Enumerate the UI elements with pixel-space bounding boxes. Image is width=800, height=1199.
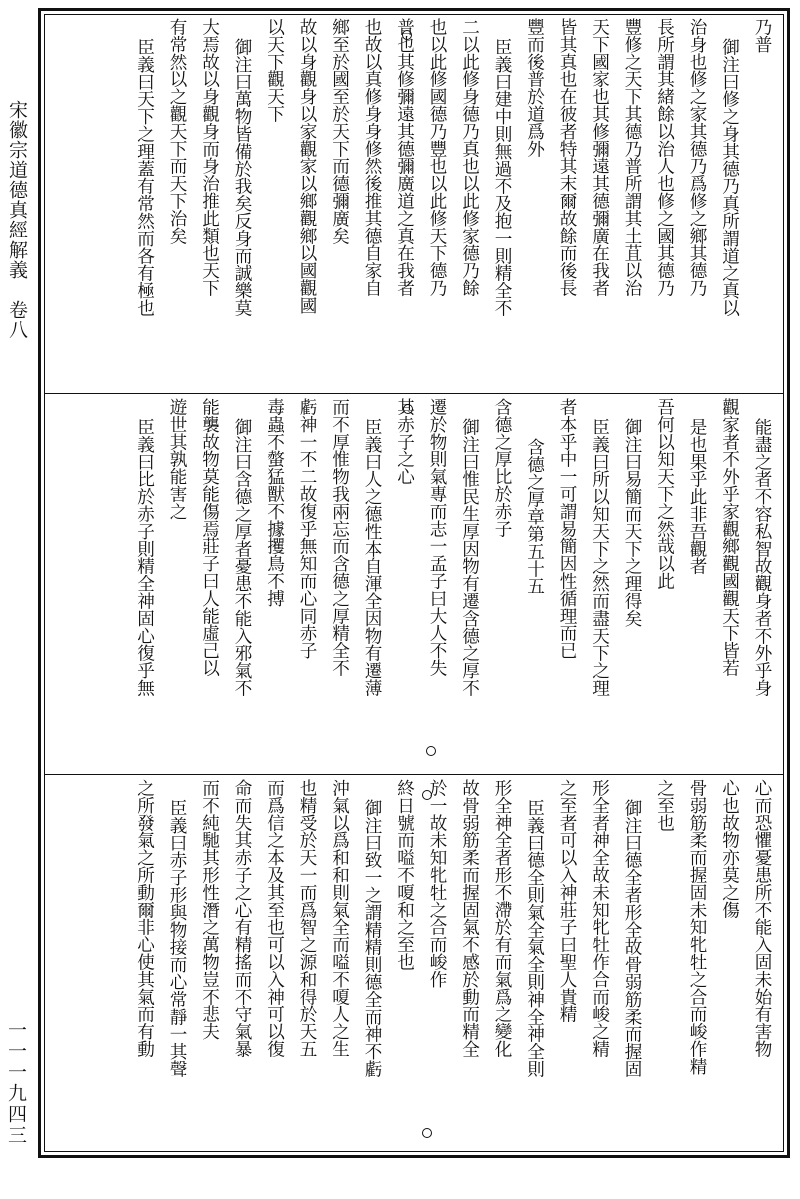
text-column: 豐修之天下其德乃普所謂其土苴以治 xyxy=(622,18,642,297)
text-column: 觀家者不外乎家觀鄉觀國觀天下皆若 xyxy=(719,398,740,677)
text-column: 臣義曰建中則無過不及抱一則精全不 xyxy=(492,38,512,317)
text-column: 也精受於天一而爲智之源和得於天五 xyxy=(297,779,317,1058)
text-column: 臣義曰赤子形與物接而心常靜一其聲 xyxy=(167,799,187,1078)
page-number: 一一一九四三 xyxy=(5,1020,27,1146)
text-column: 皆其真也在彼者特其末爾故餘而後長 xyxy=(557,18,577,297)
text-column: 而不厚惟物我兩忘而含德之厚精全不 xyxy=(329,398,350,677)
text-column: 臣義曰人之德性本自渾全因物有遷薄 xyxy=(362,418,382,697)
punctuation-circle-mark xyxy=(422,790,432,800)
text-column: 御注曰德全者形全故骨弱筋柔而握固 xyxy=(622,799,642,1078)
text-column: 心也故物亦莫之傷 xyxy=(719,779,740,919)
text-column: 豐而後普於道爲外 xyxy=(524,18,545,158)
panel-middle xyxy=(48,398,780,770)
text-column: 於一故未知牝牡之合而峻作 xyxy=(427,779,447,988)
text-column: 終日號而嗌不嗄和之至也 xyxy=(394,779,415,971)
text-column: 者本乎中一可謂易簡因性循理而已 xyxy=(557,398,577,659)
text-column: 御注曰含德之厚者憂患不能入邪氣不 xyxy=(232,418,252,697)
text-column: 鄉至於國至於天下而德彌廣矣 xyxy=(329,18,350,245)
punctuation-circle-mark xyxy=(426,746,436,756)
text-column: 沖氣以爲和和則氣全而嗌不嗄人之生 xyxy=(329,779,350,1058)
text-column: 臣義曰德全則氣全氣全則神全神全則 xyxy=(524,799,545,1078)
text-column: 吾何以知天下之然哉以此 xyxy=(654,398,675,590)
text-column: 而不純馳其形性潛之萬物豈不悲夫 xyxy=(199,779,220,1040)
punctuation-circle-mark xyxy=(402,30,412,40)
text-column: 有常然以之觀天下而天下治矣 xyxy=(167,18,187,245)
text-column: 普也其修彌遠其德彌廣道之真在我者 xyxy=(394,18,415,297)
panel-bottom xyxy=(48,779,780,1149)
text-column: 其赤子之心 xyxy=(394,398,415,485)
text-column: 天下國家也其修彌遠其德彌廣在我者 xyxy=(589,18,610,297)
panel-divider-lower xyxy=(44,774,784,775)
text-column: 長所謂其緒餘以治人也修之國其德乃 xyxy=(654,18,675,297)
text-column: 大焉故以身觀身而身治推此類也天下 xyxy=(199,18,220,297)
text-column: 也以此修國德乃豐也以此修天下德乃 xyxy=(427,18,447,297)
text-column: 虧神一不二故復乎無知而心同赤子 xyxy=(297,398,317,659)
panel-divider-upper xyxy=(44,393,784,394)
text-column: 能襲故物莫能傷焉莊子曰人能虛己以 xyxy=(199,398,220,677)
text-column: 形全神全者形不滯於有而氣爲之變化 xyxy=(492,779,512,1058)
text-column: 治身也修之家其德乃爲修之鄉其德乃 xyxy=(687,18,707,297)
text-column: 毒蟲不螫猛獸不據攫鳥不搏 xyxy=(264,398,285,607)
text-column: 能盡之者不容私智故觀身者不外乎身 xyxy=(752,418,772,697)
text-column: 故以身觀身以家觀家以鄉觀鄉以國觀國 xyxy=(297,18,317,314)
text-column: 故骨弱筋柔而握固氣不感於動而精全 xyxy=(459,779,480,1058)
text-column: 是也果乎此非吾觀者 xyxy=(687,418,707,575)
text-column: 御注曰萬物皆備於我矣反身而誠樂莫 xyxy=(232,38,252,317)
text-column: 形全者神全故未知牝牡作合而峻之精 xyxy=(589,779,610,1058)
side-title: 宋徽宗道德真經解義 卷八 xyxy=(6,100,28,340)
text-column: 二以此修身德乃真也以此修家德乃餘 xyxy=(459,18,480,297)
text-column: 骨弱筋柔而握固未知牝牡之合而峻作精 xyxy=(687,779,707,1075)
text-column: 臣義曰所以知天下之然而盡天下之理 xyxy=(589,418,610,697)
text-column: 含德之厚比於赤子 xyxy=(492,398,512,538)
text-column: 以天下觀天下 xyxy=(264,18,285,123)
punctuation-circle-mark xyxy=(422,1128,432,1138)
text-column: 臣義曰比於赤子則精全神固心復乎無 xyxy=(134,418,155,697)
text-column: 心而恐懼憂患所不能入固未始有害物 xyxy=(752,779,772,1058)
text-column: 含德之厚章第五十五 xyxy=(524,438,545,595)
panel-top xyxy=(48,18,780,390)
text-column: 遊世其孰能害之 xyxy=(167,398,187,520)
text-column: 而爲信之本及其至也可以入神可以復 xyxy=(264,779,285,1058)
text-column: 命而失其赤子之心有精搖而不守氣暴 xyxy=(232,779,252,1058)
text-column: 遷於物則氣專而志一孟子曰大人不失 xyxy=(427,398,447,677)
text-column: 之至者可以入神莊子曰聖人貴精 xyxy=(557,779,577,1023)
text-column: 御注曰致一之謂精精則德全而神不虧 xyxy=(362,799,382,1078)
text-column: 臣義曰天下之理蓋有常然而各有極也 xyxy=(134,38,155,317)
text-column: 之所發氣之所動爾非心使其氣而有動 xyxy=(134,779,155,1058)
text-column: 之至也 xyxy=(654,779,675,832)
text-column: 也故以真修身身修然後推其德自家自 xyxy=(362,18,382,297)
text-column: 御注曰易簡而天下之理得矣 xyxy=(622,418,642,627)
punctuation-circle-mark xyxy=(403,404,413,414)
text-column: 御注曰修之身其德乃真所謂道之真以 xyxy=(719,38,740,317)
text-column: 乃普 xyxy=(752,18,772,53)
text-column: 御注曰惟民生厚因物有遷含德之厚不 xyxy=(459,418,480,697)
